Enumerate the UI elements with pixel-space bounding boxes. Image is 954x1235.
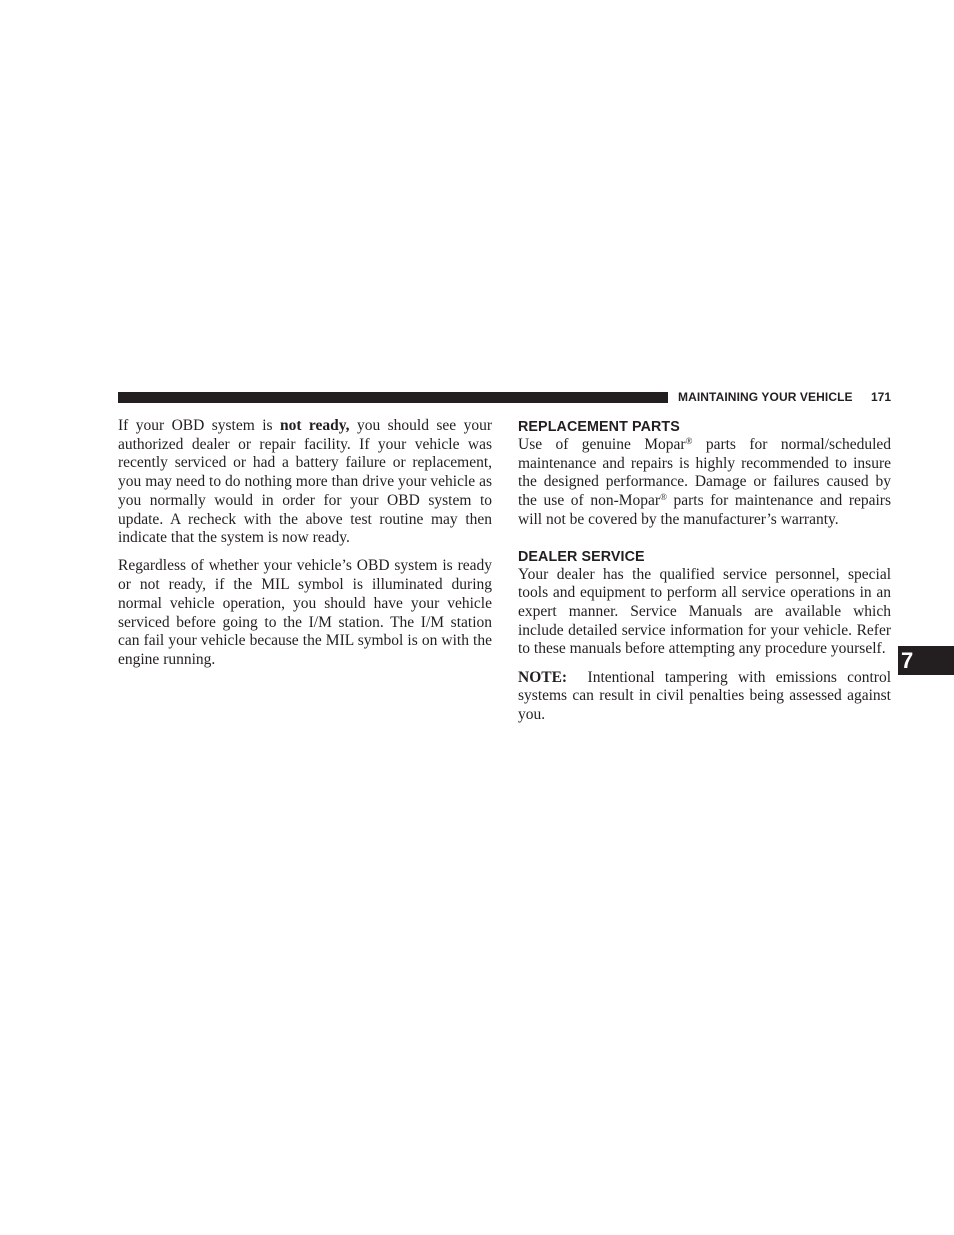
dealer-service-paragraph: Your dealer has the qualified service personnel, special tools and equipment to perform all service operations in an expert manner. Service Manuals are available which include detailed service information for your vehicle. Refer to these manuals before attempting any procedure yourself. [518,565,891,658]
registered-mark: ® [660,492,667,503]
dealer-service-heading: DEALER SERVICE [518,548,645,565]
chapter-tab: 7 [898,646,954,675]
registered-mark: ® [685,436,693,446]
note-label: NOTE: [518,668,568,686]
not-ready-emphasis: not ready, [279,417,350,434]
obd-not-ready-paragraph: If your OBD system is not ready, you should see your authorized dealer or repair facility. If your vehicle was recently serviced or had a battery failure or replacement, you may need to do nothing more than drive your vehicle as you normally would in order for your OBD system to update. A recheck with the above test routine may then indicate that the system is now ready. [118,417,492,547]
replacement-parts-paragraph: Use of genuine Mopar® parts for normal/scheduled maintenance and repairs is highly recommended to insure the designed performance. Damage or failures caused by the use of non-Mopar® parts for maintenance and repairs will not be covered by the manufacturer’s warranty. [518,436,892,528]
section-title: MAINTAINING YOUR VEHICLE [678,390,853,404]
page-number: 171 [871,390,892,404]
left-column [118,417,492,679]
replacement-parts-heading: REPLACEMENT PARTS [518,419,680,435]
right-column [518,417,895,734]
note-paragraph: NOTE: Intentional tampering with emissions control systems can result in civil penalties being assessed against you. [518,668,895,723]
header-rule [118,392,668,403]
mil-symbol-paragraph: Regardless of whether your vehicle’s OBD system is ready or not ready, if the MIL symbol is illuminated during normal vehicle operation, you should have your vehicle serviced before going to the I/M station. The I/M station can fail your vehicle because the MIL symbol is on with the engine running. [118,557,492,668]
